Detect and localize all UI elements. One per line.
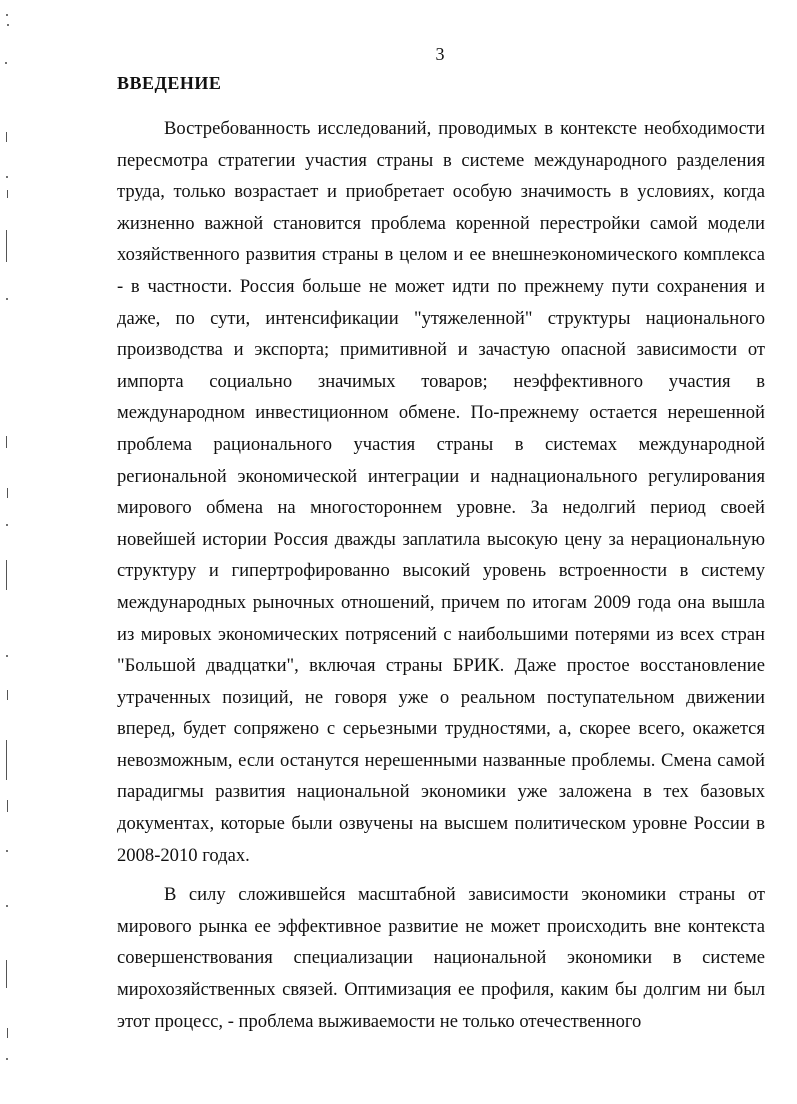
body-text xyxy=(117,113,765,1037)
section-heading: ВВЕДЕНИЕ xyxy=(117,73,222,93)
scan-margin-artifacts xyxy=(0,0,16,1104)
paragraph-1: Востребованность исследований, проводимых в контексте необходимости пересмотра стратегии участия страны в системе международного разделения труда, только возрастает и приобретает особую значимость в условиях, когда жизненно важной становится проблема коренной перестройки самой модели хозяйственного развития страны в целом и ее внешнеэкономического комплекса - в частности. Россия больше не может идти по прежнему пути сохранения и даже, по сути, интенсификации "утяжеленной" структуры национального производства и экспорта; примитивной и зачастую опасной зависимости от импорта социально значимых товаров; неэффективного участия в международном инвестиционном обмене. По-прежнему остается нерешенной проблема рационального участия страны в системах международной региональной экономической интеграции и наднационального регулирования мирового обмена на многостороннем уровне. За недолгий период своей новейшей истории Россия дважды заплатила высокую цену за нерациональную структуру и гипертрофированно высокий уровень встроенности в систему международных рыночных отношений, причем по итогам 2009 года она вышла из мировых экономических потрясений с наибольшими потерями из всех стран "Большой двадцатки", включая страны БРИК. Даже простое восстановление утраченных позиций, не говоря уже о реальном поступательном движении вперед, будет сопряжено с серьезными трудностями, а, скорее всего, окажется невозможным, если останутся нерешенными названные проблемы. Смена самой парадигмы развития национальной экономики уже заложена в тех базовых документах, которые были озвучены на высшем политическом уровне России в 2008-2010 годах. xyxy=(117,118,765,866)
page-number: 3 xyxy=(435,44,445,64)
paragraph-2: В силу сложившейся масштабной зависимости экономики страны от мирового рынка ее эффективное развитие не может происходить вне контекста совершенствования специализации национальной экономики в системе мирохозяйственных связей. Оптимизация ее профиля, каким бы долгим ни был этот процесс, - проблема выживаемости не только отечественного xyxy=(117,884,765,1032)
